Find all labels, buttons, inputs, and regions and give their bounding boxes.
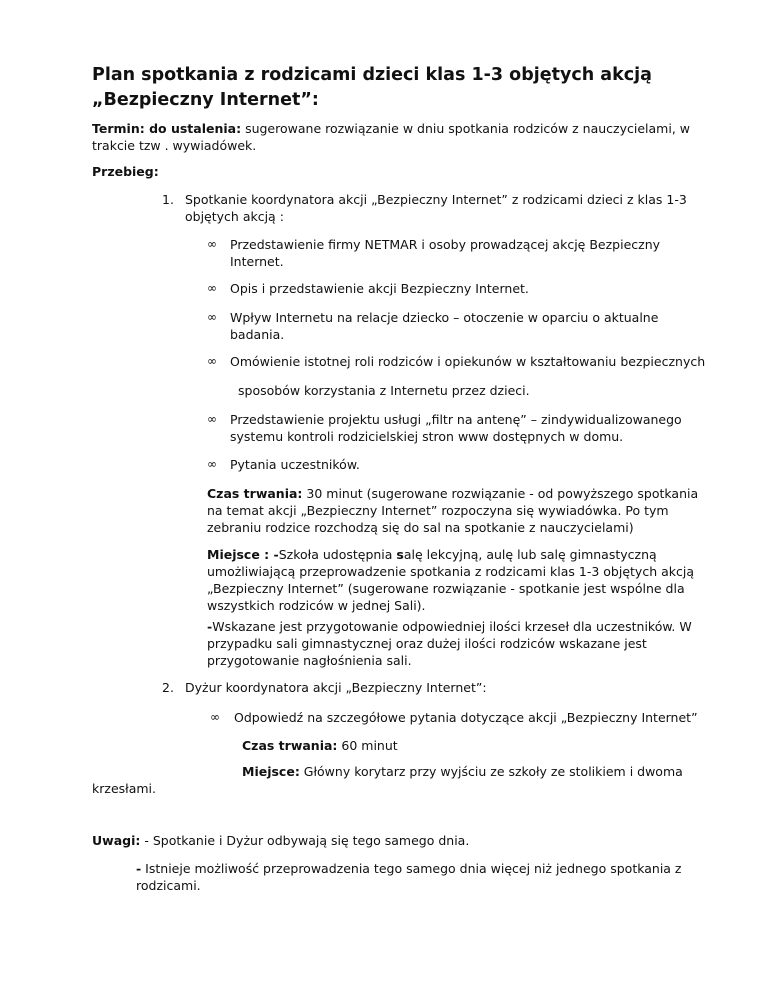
przebieg-label: [92, 163, 159, 180]
czas-trwania-label: Czas trwania:: [207, 486, 303, 501]
bullet-text: Pytania uczestników.: [230, 457, 360, 472]
uwagi-text: - Spotkanie i Dyżur odbywają się tego samego dnia.: [140, 833, 470, 848]
wskazane-cont: przygotowanie nagłośnienia sali.: [207, 653, 412, 668]
uwagi-dash: -: [136, 861, 142, 876]
document-title-line-2: „Bezpieczny Internet”:: [92, 90, 319, 110]
document-title-line-1: Plan spotkania z rodzicami dzieci klas 1-3 objętych akcją: [92, 65, 652, 85]
wskazane-text: Wskazane jest przygotowanie odpowiedniej ilości krzeseł dla uczestników. W: [212, 619, 692, 634]
bullet-text-cont: sposobów korzystania z Internetu przez dzieci.: [238, 383, 530, 398]
infinity-bullet-icon: ∞: [207, 237, 217, 251]
termin-paragraph-cont: trakcie tzw . wywiadówek.: [92, 138, 257, 153]
bullet-text: Omówienie istotnej roli rodziców i opiekunów w kształtowaniu bezpiecznych: [230, 354, 706, 369]
bullet-text: Przedstawienie firmy NETMAR i osoby prowadzącej akcję Bezpieczny: [230, 237, 661, 252]
infinity-bullet-icon: ∞: [207, 310, 217, 324]
termin-label: Termin: do ustalenia:: [92, 121, 242, 136]
termin-text: sugerowane rozwiązanie w dniu spotkania rodziców z nauczycielami, w: [241, 121, 691, 136]
item2-miejsce: [242, 763, 683, 780]
miejsce-cont: „Bezpieczny Internet” (sugerowane rozwiązanie - spotkanie jest wspólne dla: [207, 581, 685, 596]
przebieg-label-text: Przebieg:: [92, 164, 159, 179]
miejsce-paragraph: [207, 546, 657, 563]
infinity-bullet-icon: ∞: [207, 457, 217, 471]
infinity-bullet-icon: ∞: [207, 281, 217, 295]
infinity-bullet-icon: ∞: [207, 354, 217, 368]
item1-line1: Spotkanie koordynatora akcji „Bezpieczny Internet” z rodzicami dzieci z klas 1-3: [185, 192, 687, 207]
infinity-bullet-icon: ∞: [210, 710, 220, 724]
miejsce-cont: umożliwiającą przeprowadzenie spotkania z rodzicami klas 1-3 objętych akcją: [207, 564, 694, 579]
list-number-2: 2.: [162, 680, 174, 695]
miejsce-text: Szkoła udostępnia: [278, 547, 397, 562]
miejsce-label: Miejsce : -: [207, 547, 279, 562]
item2-line1: Dyżur koordynatora akcji „Bezpieczny Internet”:: [185, 680, 487, 695]
czas-trwania-label: Czas trwania:: [242, 738, 338, 753]
miejsce-label: Miejsce:: [242, 764, 300, 779]
uwagi-paragraph: [92, 832, 469, 849]
item2-czas-trwania: [242, 737, 398, 754]
item1-line2: objętych akcją :: [185, 209, 284, 224]
uwagi-text: Istnieje możliwość przeprowadzenia tego samego dnia więcej niż jednego spotkania z: [141, 861, 682, 876]
bullet-text: Opis i przedstawienie akcji Bezpieczny Internet.: [230, 281, 529, 296]
miejsce-cont: wszystkich rodziców w jednej Sali).: [207, 598, 426, 613]
uwagi-paragraph-2-cont: rodzicami.: [136, 878, 201, 893]
bullet-text: Wpływ Internetu na relacje dziecko – otoczenie w oparciu o aktualne: [230, 310, 659, 325]
uwagi-label: Uwagi:: [92, 833, 141, 848]
list-number-1: 1.: [162, 192, 174, 207]
miejsce-bold-letter: s: [396, 547, 404, 562]
miejsce-text: Główny korytarz przy wyjściu ze szkoły ze stolikiem i dwoma: [299, 764, 683, 779]
bullet-text-cont: badania.: [230, 327, 285, 342]
wskazane-paragraph: [207, 618, 692, 635]
czas-trwania-paragraph: [207, 485, 698, 502]
miejsce-text: alę lekcyjną, aulę lub salę gimnastyczną: [403, 547, 657, 562]
bullet-text: Przedstawienie projektu usługi „filtr na antenę” – zindywidualizowanego: [230, 412, 682, 427]
wskazane-dash: -: [207, 619, 213, 634]
item2-miejsce-cont: krzesłami.: [92, 781, 156, 796]
uwagi-paragraph-2: [136, 860, 682, 877]
infinity-bullet-icon: ∞: [207, 412, 217, 426]
czas-trwania-text: 60 minut: [337, 738, 398, 753]
wskazane-cont: przypadku sali gimnastycznej oraz dużej ilości rodziców wskazane jest: [207, 636, 647, 651]
czas-trwania-cont: zebraniu rodzice rozchodzą się do sal na spotkanie z nauczycielami): [207, 520, 634, 535]
bullet-text-cont: systemu kontroli rodzicielskiej stron www dostępnych w domu.: [230, 429, 624, 444]
bullet-text-cont: Internet.: [230, 254, 284, 269]
bullet-text: Odpowiedź na szczegółowe pytania dotyczące akcji „Bezpieczny Internet”: [234, 710, 698, 725]
termin-paragraph: [92, 120, 690, 137]
czas-trwania-cont: na temat akcji „Bezpieczny Internet” rozpoczyna się wywiadówka. Po tym: [207, 503, 669, 518]
czas-trwania-text: 30 minut (sugerowane rozwiązanie - od powyższego spotkania: [302, 486, 699, 501]
